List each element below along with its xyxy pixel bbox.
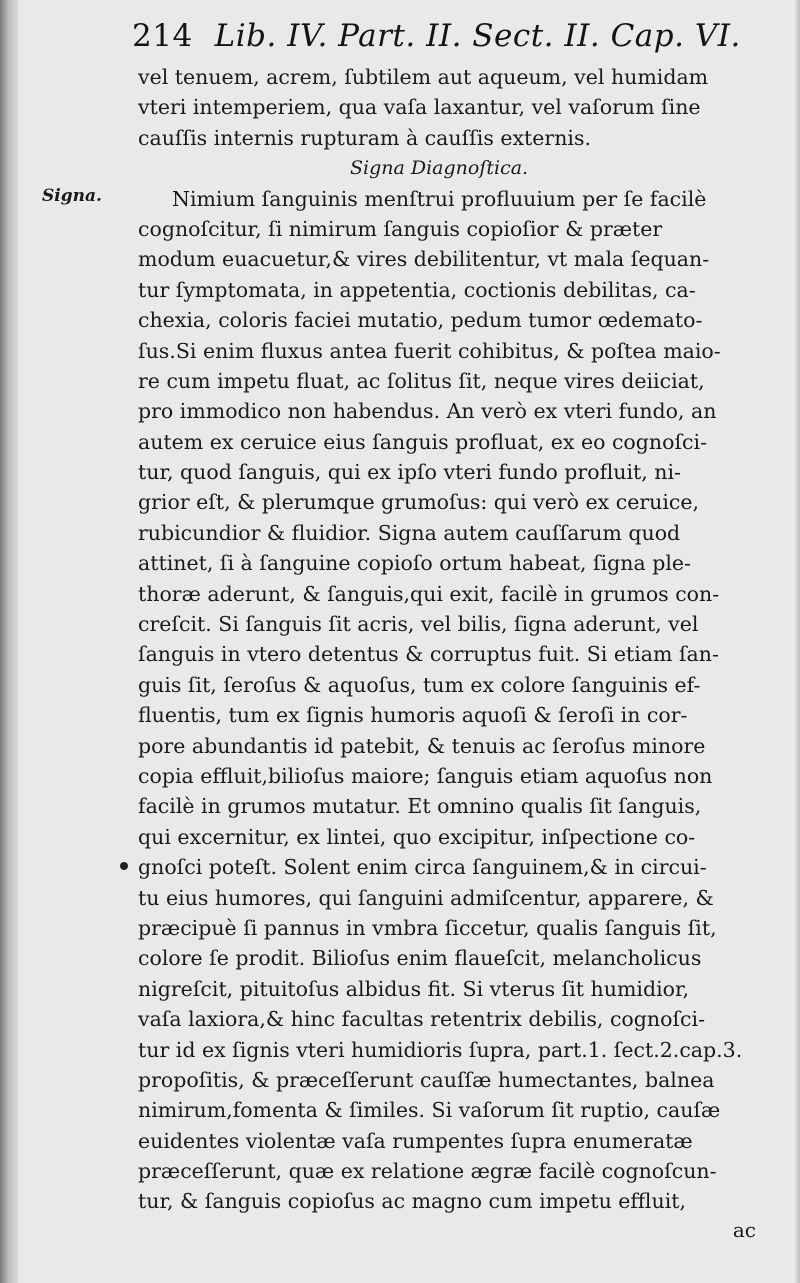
text-line: euidentes violentæ vaſa rumpentes ſupra enumeratæ [138, 1128, 693, 1153]
text-line: facilè in grumos mutatur. Et omnino qualis ſit ſanguis, [138, 794, 702, 819]
margin-note: Signa. [42, 186, 102, 206]
text-line: fluentis, tum ex ſignis humoris aquoſi & ſeroſi in cor- [138, 703, 688, 728]
text-line: tur, quod ſanguis, qui ex ipſo vteri fundo profluit, ni- [138, 460, 681, 485]
text-line: rubicundior & fluidior. Signa autem cauſſarum quod [138, 520, 681, 545]
text-line: creſcit. Si ſanguis ſit acris, vel bilis, ſigna aderunt, vel [138, 612, 699, 637]
text-line: tu eius humores, qui ſanguini admiſcentur, apparere, & [138, 885, 714, 910]
text-line: guis ſit, ſeroſus & aquoſus, tum ex colore ſanguinis ef- [138, 672, 701, 697]
text-line: nigreſcit, pituitoſus albidus fit. Si vterus ſit humidior, [138, 976, 690, 1001]
text-line: ſanguis in vtero detentus & corruptus fuit. Si etiam ſan- [138, 642, 719, 667]
text-line: ſus.Si enim fluxus antea fuerit cohibitus, & poſtea maio- [138, 338, 721, 363]
text-line: thoræ aderunt, & ſanguis,qui exit, facilè in grumos con- [138, 581, 720, 606]
text-line: vteri intemperiem, qua vaſa laxantur, vel vaſorum ſine [138, 95, 701, 120]
text-line: attinet, ſi à ſanguine copioſo ortum habeat, ſigna ple- [138, 551, 691, 576]
catchword: ac [732, 1218, 756, 1242]
text-line: qui excernitur, ex lintei, quo excipitur, inſpectione co- [138, 824, 696, 849]
text-line: tur, & ſanguis copioſus ac magno cum impetu effluit, [138, 1189, 687, 1214]
page-edge [794, 0, 800, 1283]
text-line: copia effluit,bilioſus maiore; ſanguis etiam aquoſus non [138, 763, 713, 788]
text-line: grior eſt, & plerumque grumoſus: qui verò ex ceruice, [138, 490, 700, 515]
text-line: tur ſymptomata, in appetentia, coctionis debilitas, ca- [138, 277, 696, 302]
running-title: Lib. IV. Part. II. Sect. II. Cap. VI. [214, 18, 741, 54]
text-line: chexia, coloris faciei mutatio, pedum tumor œdemato- [138, 308, 703, 333]
text-line: colore ſe prodit. Bilioſus enim flaueſcit, melancholicus [138, 946, 702, 971]
section-heading: Signa Diagnoſtica. [350, 157, 529, 180]
text-line: cognoſcitur, ſi nimirum ſanguis copioſior & præter [138, 216, 663, 241]
text-line: autem ex ceruice eius ſanguis profluat, ex eo cognoſci- [138, 429, 707, 454]
running-header [132, 18, 741, 54]
text-line: pro immodico non habendus. An verò ex vteri fundo, an [138, 399, 717, 424]
text-line: nimirum,fomenta & ſimiles. Si vaſorum ſit ruptio, cauſæ [138, 1098, 721, 1123]
text-line: re cum impetu fluat, ac ſolitus ſit, neque vires deiiciat, [138, 368, 705, 393]
page-number: 214 [132, 18, 193, 54]
text-line: gnoſci poteſt. Solent enim circa ſanguinem,& in circui- [138, 855, 707, 880]
ink-dot [120, 862, 128, 870]
text-line: pore abundantis id patebit, & tenuis ac ſeroſus minore [138, 733, 706, 758]
text-line: cauſſis internis rupturam à cauſſis externis. [138, 125, 592, 150]
text-line: propoſitis, & præceſſerunt cauſſæ humectantes, balnea [138, 1067, 715, 1092]
text-line: vel tenuem, acrem, ſubtilem aut aqueum, vel humidam [138, 65, 709, 89]
text-line: modum euacuetur,& vires debilitentur, vt mala ſequan- [138, 247, 710, 272]
text-line: vaſa laxiora,& hinc facultas retentrix debilis, cognoſci- [138, 1007, 705, 1032]
text-line: Nimium ſanguinis menſtrui profluuium per ſe facilè [172, 186, 707, 211]
text-line: tur id ex ſignis vteri humidioris ſupra, part.1. ſect.2.cap.3. [138, 1037, 743, 1062]
body-text [138, 62, 770, 1217]
text-line: præceſſerunt, quæ ex relatione ægræ facilè cognoſcun- [138, 1159, 717, 1184]
page-gutter [0, 0, 18, 1283]
text-line: præcipuè ſi pannus in vmbra ſiccetur, qualis ſanguis ſit, [138, 915, 717, 940]
